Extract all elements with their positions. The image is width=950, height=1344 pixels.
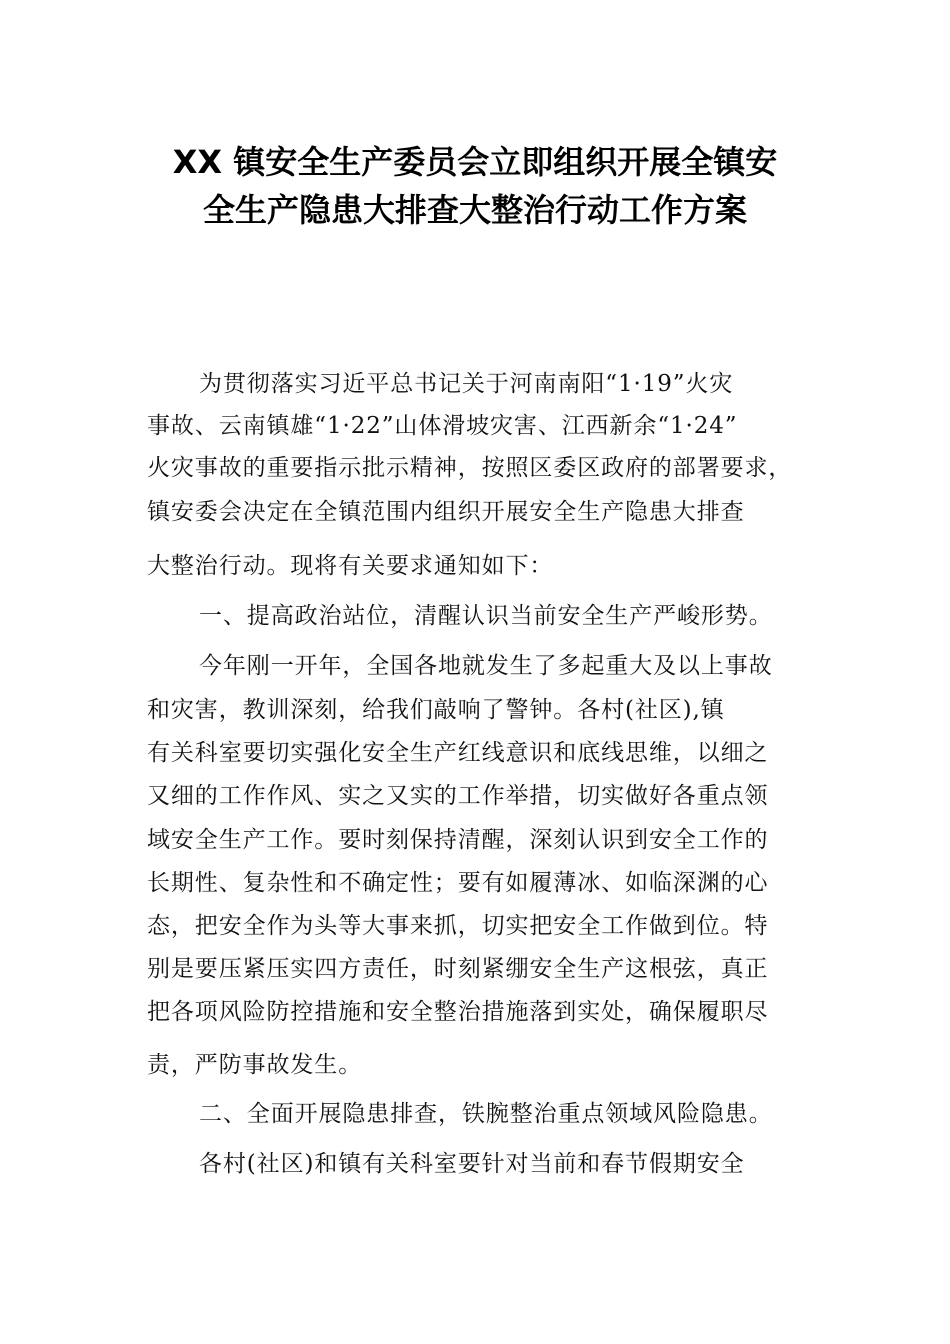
- paragraph-1-line-3: 火灾事故的重要指示批示精神，按照区委区政府的部署要求，: [147, 455, 793, 481]
- paragraph-1-line-4: 镇安委会决定在全镇范围内组织开展安全生产隐患大排查: [147, 499, 745, 525]
- paragraph-2-line-2: 和灾害，教训深刻，给我们敲响了警钟。各村(社区),镇: [147, 697, 725, 723]
- paragraph-1-line-2: 事故、云南镇雄“1·22”山体滑坡灾害、江西新余“1·24”: [147, 413, 738, 439]
- paragraph-2-line-7: 态，把安全作为头等大事来抓，切实把安全工作做到位。特: [147, 913, 769, 939]
- paragraph-2-line-10: 责，严防事故发生。: [147, 1052, 363, 1078]
- paragraph-1-line-5: 大整治行动。现将有关要求通知如下：: [147, 553, 554, 579]
- paragraph-2-line-5: 域安全生产工作。要时刻保持清醒，深刻认识到安全工作的: [147, 827, 769, 853]
- paragraph-2-line-1: 今年刚一开年，全国各地就发生了多起重大及以上事故: [199, 653, 773, 679]
- section-heading-2: 二、全面开展隐患排查，铁腕整治重点领域风险隐患。: [199, 1101, 773, 1127]
- document-title-line-2: 全生产隐患大排查大整治行动工作方案: [202, 191, 747, 229]
- paragraph-2-line-8: 别是要压紧压实四方责任，时刻紧绷安全生产这根弦，真正: [147, 956, 769, 982]
- document-title-line-1: XX 镇安全生产委员会立即组织开展全镇安: [172, 143, 778, 181]
- section-heading-1: 一、提高政治站位，清醒认识当前安全生产严峻形势。: [199, 603, 773, 629]
- paragraph-3-line-1: 各村(社区)和镇有关科室要针对当前和春节假期安全: [199, 1151, 745, 1177]
- paragraph-2-line-9: 把各项风险防控措施和安全整治措施落到实处，确保履职尽: [147, 999, 769, 1025]
- paragraph-1-line-1: 为贯彻落实习近平总书记关于河南南阳“1·19”火灾: [199, 371, 734, 397]
- paragraph-2-line-4: 又细的工作作风、实之又实的工作举措，切实做好各重点领: [147, 783, 769, 809]
- paragraph-2-line-3: 有关科室要切实强化安全生产红线意识和底线思维，以细之: [147, 740, 769, 766]
- paragraph-2-line-6: 长期性、复杂性和不确定性；要有如履薄冰、如临深渊的心: [147, 870, 769, 896]
